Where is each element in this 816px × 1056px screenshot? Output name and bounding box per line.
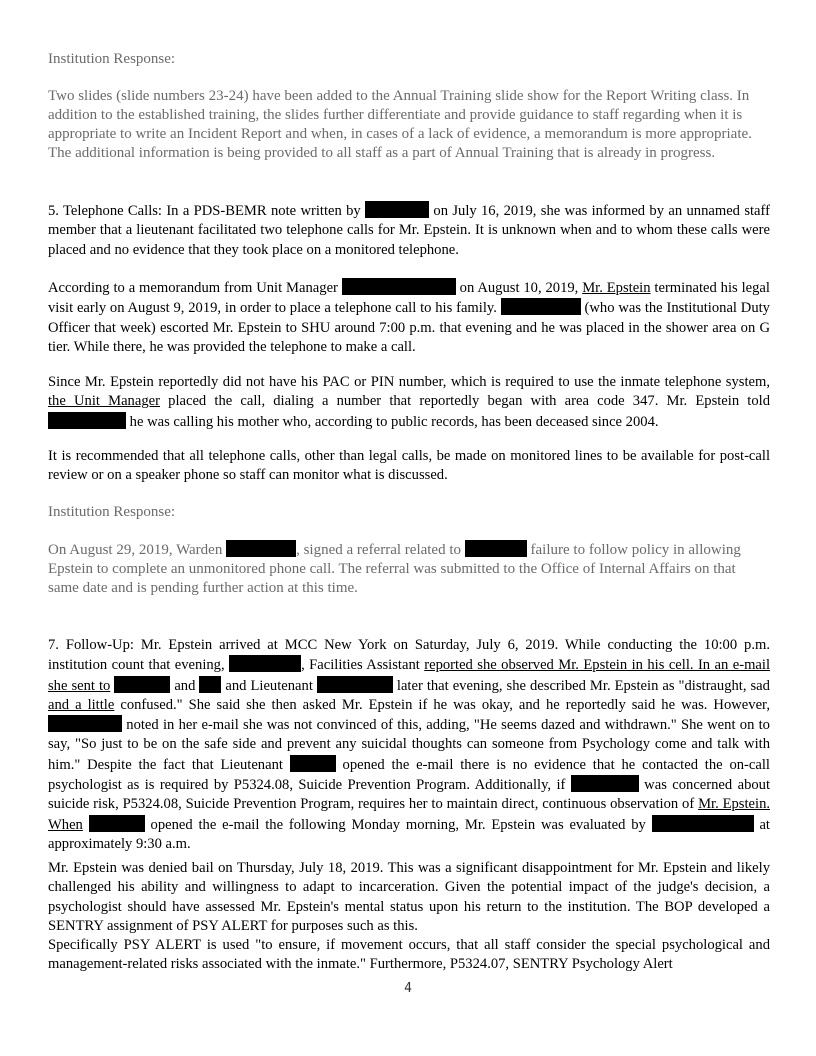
institution-response-2-text: On August 29, 2019, Warden , signed a referral related to failure to follow policy in allowing Epstein to complete an unmonitored phone call. The referral was submitted to the Office of Internal Affairs on that same date and is pending further action at this time.: [48, 542, 741, 596]
redaction-block: [48, 412, 126, 429]
section-5-paragraph-1: 5. Telephone Calls: In a PDS-BEMR note written by on July 16, 2019, she was informed by an unnamed staff member that a lieutenant facilitated two telephone calls for Mr. Epstein. It is unknown when and to whom these calls were placed and no evidence that they took place on a monitored telephone.: [48, 203, 770, 258]
section-7-paragraph-1: 7. Follow-Up: Mr. Epstein arrived at MCC New York on Saturday, July 6, 2019. While conducting the 10:00 p.m. institution count that evening, , Facilities Assistant reported she observed Mr. Epstein in his cell. In an e-mail she sent to and and Lieutenant later that evening, she described Mr. Epstein as "distraught, sad and a little confused." She said she then asked Mr. Epstein if he was okay, and he reportedly said he was. However, noted in her e-mail she was not convinced of this, adding, "He seems dazed and withdrawn." She went on to say, "So just to be on the safe side and prevent any suicidal thoughts can someone from Psychology come and talk with him." Despite the fact that Lieutenant opened the e-mail there is no evidence that he contacted the on-call psychologist as is required by P5324.08, Suicide Prevention Program. Additionally, if was concerned about suicide risk, P5324.08, Suicide Prevention Program, requires her to maintain direct, continuous observation of Mr. Epstein. When opened the e-mail the following Monday morning, Mr. Epstein was evaluated by at approximately 9:30 a.m.: [48, 637, 771, 852]
institution-response-heading-2: Institution Response:: [48, 504, 176, 520]
redaction-block: [501, 298, 581, 315]
redaction-block: [342, 278, 456, 295]
redaction-block: [290, 755, 336, 772]
redaction-block: [199, 676, 221, 693]
redaction-block: [571, 775, 639, 792]
redaction-block: [48, 715, 122, 732]
redaction-block: [465, 540, 527, 557]
section-5-recommendation: It is recommended that all telephone calls, other than legal calls, be made on monitored lines to be available for post-call review or on a speaker phone so staff can monitor what is discussed.: [48, 448, 770, 484]
section-5-paragraph-2: According to a memorandum from Unit Manager on August 10, 2019, Mr. Epstein terminated his legal visit early on August 9, 2019, in order to place a telephone call to his family. (who was the Institutional Duty Officer that week) escorted Mr. Epstein to SHU around 7:00 p.m. that evening and he was placed in the shower area on G tier. While there, he was provided the telephone to make a call.: [48, 280, 770, 355]
redaction-block: [114, 676, 170, 693]
redaction-block: [89, 815, 145, 832]
redaction-block: [317, 676, 393, 693]
redaction-block: [652, 815, 754, 832]
section-7-paragraph-2: Mr. Epstein was denied bail on Thursday, July 18, 2019. This was a significant disappointment for Mr. Epstein and likely challenged his ability and willingness to adapt to incarceration. Given the potential impact of the judge's decision, a psychologist should have assessed Mr. Epstein's mental status upon his return to the institution. The BOP developed a SENTRY assignment of PSY ALERT for purposes such as this.: [48, 860, 770, 934]
institution-response-heading-1: Institution Response:: [48, 51, 176, 67]
page-number: 4: [404, 981, 412, 996]
section-5-paragraph-3: Since Mr. Epstein reportedly did not have his PAC or PIN number, which is required to use the inmate telephone system, the Unit Manager placed the call, dialing a number that reportedly began with area code 347. Mr. Epstein told he was calling his mother who, according to public records, has been deceased since 2004.: [48, 374, 770, 430]
redaction-block: [226, 540, 296, 557]
section-7-paragraph-3: Specifically PSY ALERT is used "to ensure, if movement occurs, that all staff consider the special psychological and management-related risks associated with the inmate." Furthermore, P5324.07, SENTRY Psychology Alert: [48, 937, 770, 973]
redaction-block: [365, 201, 429, 218]
institution-response-1-text: Two slides (slide numbers 23-24) have been added to the Annual Training slide show for the Report Writing class. In addition to the established training, the slides further differentiate and provide guidance to staff regarding when it is appropriate to write an Incident Report and when, in cases of a lack of evidence, a memorandum is more appropriate. The additional information is being provided to all staff as a part of Annual Training that is already in progress.: [48, 88, 752, 161]
redaction-block: [229, 655, 301, 672]
